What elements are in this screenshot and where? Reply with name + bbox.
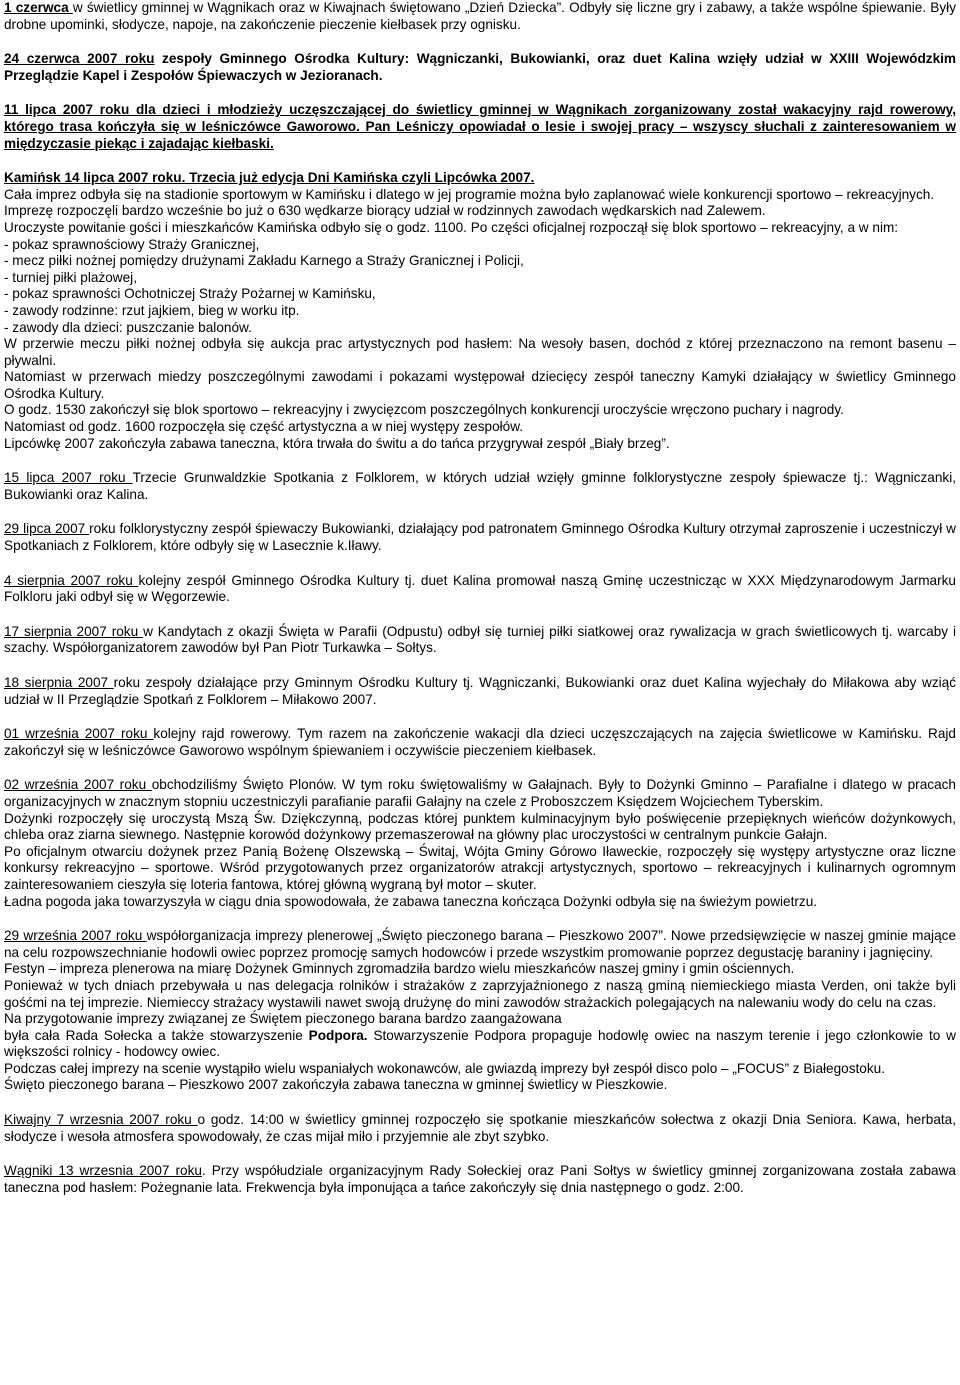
- list-item: - pokaz sprawnościowy Straży Granicznej,: [4, 236, 260, 252]
- body-text: roku zespoły działające przy Gminnym Ośrodku Kultury tj. Wągniczanki, Bukowianki oraz duet Kalina wyjechały do Miłakowa aby wziąć udział w II Przeglądzie Spotkań z Folklorem – Miłakowo 2007.: [4, 675, 956, 707]
- list-item: - mecz piłki nożnej pomiędzy drużynami Zakładu Karnego a Straży Granicznej i Policji,: [4, 253, 524, 269]
- list-item: - zawody dla dzieci: puszczanie balonów.: [4, 319, 252, 335]
- date-heading: Kiwajny 7 wrzesnia 2007 roku: [4, 1112, 198, 1128]
- paragraph-grunwald: [4, 470, 956, 503]
- paragraph: Podczas całej imprezy na scenie wystąpiło wielu wspaniałych wokonawców, ale gwiazdą imprezy był zespół disco polo – „FOCUS” z Białegostoku.: [4, 1060, 885, 1076]
- list-item: - zawody rodzinne: rzut jajkiem, bieg w worku itp.: [4, 302, 300, 318]
- date-heading: 29 lipca 2007: [4, 521, 90, 537]
- paragraph: Festyn – impreza plenerowa na miarę Dożynek Gminnych zgromadziła bardzo wielu mieszkańców naszej gminy i gmin ościennych.: [4, 961, 795, 977]
- paragraph: Święto pieczonego barana – Pieszkowo 2007 zakończyła zabawa taneczna w gminnej świetlicy w Pieszkowie.: [4, 1077, 668, 1093]
- date-heading: 01 września 2007 roku: [4, 726, 154, 742]
- paragraph-bike-rally: [4, 102, 956, 152]
- paragraph: Natomiast w przerwach miedzy poszczególnymi zawodami i pokazami występował dziecięcy zespół taneczny Kamyki działający w świetlicy Gminnego Ośrodka Kultury.: [4, 369, 956, 401]
- date-heading: Kamińsk 14 lipca 2007 roku.: [4, 170, 186, 186]
- paragraph: Natomiast od godz. 1600 rozpoczęła się część artystyczna a w niej występy zespołów.: [4, 419, 524, 435]
- body-text: kolejny zespół Gminnego Ośrodka Kultury tj. duet Kalina promował naszą Gminę uczestnicząc w XXX Międzynarodowym Jarmarku Folkloru jaki odbył się w Węgorzewie.: [4, 572, 956, 605]
- date-heading: 11 lipca 2007 roku dla dzieci i młodzieży uczęszczającej do świetlicy gminnej w Wągnikach zorganizowany został wakacyjny rajd rowerowy, którego trasa kończyła się w leśniczówce Gaworowo.: [4, 102, 956, 134]
- paragraph-milakowo: [4, 675, 956, 708]
- paragraph-wegorzewo: [4, 573, 956, 606]
- body-text: kolejny rajd rowerowy. Tym razem na zakończenie wakacji dla dzieci uczęszczających na zajęcia świetlicowe w Kamińsku. Rajd zakończył się w leśniczówce Gaworowo wspólnym śpiewaniem i oczywiście pieczeniem kiełbasek.: [4, 726, 956, 758]
- body-text: Stowarzyszenie Podpora propaguje hodowlę owiec na naszym terenie i jego członkowie to w większości rolnicy - hodowcy owiec.: [4, 1027, 956, 1060]
- list-item: - pokaz sprawności Ochotniczej Straży Pożarnej w Kamińsku,: [4, 286, 376, 302]
- body-text: o godz. 14:00 w świetlicy gminnej rozpoczęło się spotkanie mieszkańców sołectwa z okazji Dnia Seniora. Kawa, herbata, słodycze i wesoła atmosfera spowodowały, że czas mijał miło i przyjemnie ale zbyt szybko.: [4, 1112, 957, 1144]
- date-heading: 4 sierpnia 2007 roku: [4, 572, 139, 588]
- paragraph: Ponieważ w tych dniach przebywała u nas delegacja rolników i strażaków z zaprzyjaźnionego z naszą gminą niemieckiego miasta Verden, oni także byli gośćmi na tej imprezie. Niemieccy strażacy wystawili nawet swoją drużynę do mini zawodów strażackich polegających na nalewaniu wody do celu na czas.: [4, 977, 956, 1010]
- date-heading: 17 sierpnia 2007 roku: [4, 623, 144, 639]
- body-text: Pan Leśniczy opowiadał o lesie i swojej pracy – wszyscy słuchali z zainteresowaniem w międzyczasie piekąc i zajadając kiełbaski.: [4, 118, 956, 151]
- date-heading: 29 września 2007 roku: [4, 928, 147, 944]
- paragraph: O godz. 1530 zakończył się blok sportowo – rekreacyjny i zwycięzcom poszczególnych konkurencji uroczyście wręczono puchary i nagrody.: [4, 402, 844, 418]
- body-text: w Kandytach z okazji Święta w Parafii (Odpustu) odbył się turniej piłki siatkowej oraz rywalizacja w grach świetlicowych tj. warcaby i szachy. Współorganizatorem zawodów był Pan Piotr Turkawka – Sołtys.: [4, 623, 956, 656]
- paragraph-bike-rally-2: [4, 726, 956, 759]
- paragraph-lamb-festival: [4, 928, 956, 961]
- date-heading: 1 czerwca: [4, 0, 73, 15]
- paragraph-kandyty: [4, 624, 956, 657]
- paragraph: Na przygotowanie imprezy związanej ze Świętem pieczonego barana bardzo zaangażowana: [4, 1011, 562, 1027]
- event-list: [4, 237, 956, 337]
- paragraph: Ładna pogoda jaka towarzyszyła w ciągu dnia spowodowała, że zabawa taneczna kończąca Dożynki odbyła się na świeżym powietrzu.: [4, 893, 818, 909]
- paragraph-children-day: [4, 0, 956, 33]
- paragraph: Lipcówkę 2007 zakończyła zabawa taneczna, która trwała do świtu a do tańca przygrywał zespół „Biały brzeg”.: [4, 435, 670, 451]
- paragraph: Po oficjalnym otwarciu dożynek przez Panią Bożenę Olszewską – Świtaj, Wójta Gminy Górowo Iławeckie, rozpoczęły się występy artystyczne oraz liczne konkursy rekreacyjno – sportowe. Wśród przygotowanych przez organizatorów atrakcji artystycznych, sportowo – rekreacyjnych i kulinarnych ogromnym zainteresowaniem cieszyła się loteria fantowa, której główną wygraną był motor – skuter.: [4, 843, 956, 892]
- date-heading: 24 czerwca 2007 roku: [4, 51, 155, 67]
- date-heading: Wągniki 13 wrzesnia 2007 roku: [4, 1163, 202, 1179]
- body-text: . Przy współudziale organizacyjnym Rady Sołeckiej oraz Pani Sołtys w świetlicy gminnej zorganizowana została zabawa taneczna pod hasłem: Pożegnanie lata. Frekwencja była imponująca a tańce zakończyły się dnia następnego o godz. 2:00.: [4, 1163, 956, 1195]
- body-text: zespoły Gminnego Ośrodka Kultury: Wągniczanki, Bukowianki, oraz duet Kalina wzięły udział w XXIII Wojewódzkim Przeglądzie Kapel i Zespołów Śpiewaczych w Jezioranach.: [4, 51, 956, 83]
- date-heading: 15 lipca 2007 roku: [4, 470, 133, 486]
- paragraph: Dożynki rozpoczęły się uroczystą Mszą Św. Dziękczynną, podczas której punktem kulminacyjnym było poświęcenie przepięknych wieńców dożynkowych, chleba oraz ziarna siewnego. Następnie korowód dożynkowy przemaszerował na główny plac uroczystości w centralnym punkcie Gałajn.: [4, 810, 956, 843]
- paragraph: Imprezę rozpoczęli bardzo wcześnie bo już o 630 wędkarze biorący udział w rodzinnych zawodach wędkarskich nad Zalewem.: [4, 203, 766, 219]
- date-heading: 18 sierpnia 2007: [4, 675, 114, 690]
- body-text: współorganizacja imprezy plenerowej „Święto pieczonego barana – Pieszkowo 2007”. Nowe przedsięwzięcie w naszej gminie mające na celu rozpowszechnianie hodowli owiec poprzez promocję samych hodowców i przede wszystkim promowanie poprzez degustację baraniny i jagnięciny.: [4, 928, 956, 960]
- paragraph-podpora: [4, 1028, 956, 1061]
- paragraph-senior-day: [4, 1112, 956, 1145]
- heading-text: Trzecia już edycja Dni Kamińska czyli Lipcówka 2007.: [185, 170, 535, 186]
- paragraph: W przerwie meczu piłki nożnej odbyła się aukcja prac artystycznych pod hasłem: Na wesoły basen, dochód z której przeznaczono na remont basenu – pływalni.: [4, 336, 956, 368]
- association-name: Podpora.: [308, 1027, 368, 1043]
- list-item: - turniej piłki plażowej,: [4, 269, 137, 285]
- body-text: w świetlicy gminnej w Wągnikach oraz w Kiwajnach świętowano „Dzień Dziecka”. Odbyły się liczne gry i zabawy, a także wspólne śpiewanie. Były drobne upominki, słodycze, napoje, na zakończenie pieczenie kiełbasek przy ognisku.: [4, 0, 956, 32]
- paragraph-laseczno: [4, 521, 956, 554]
- paragraph-harvest-festival: [4, 777, 956, 810]
- heading-kaminsk: [4, 170, 956, 187]
- body-text: roku folklorystyczny zespół śpiewaczy Bukowianki, działający pod patronatem Gminnego Ośrodka Kultury otrzymał zaproszenie i uczestniczył w Spotkaniach z Folklorem, które odbyły się w Lasecznie k.Iławy.: [4, 521, 956, 554]
- paragraph-summer-farewell: [4, 1163, 956, 1196]
- body-text: Trzecie Grunwaldzkie Spotkania z Folklorem, w których udział wzięły gminne folklorystyczne zespoły śpiewacze tj.: Wągniczanki, Bukowianki oraz Kalina.: [4, 470, 957, 502]
- paragraph-jeziorany-festival: [4, 51, 956, 84]
- paragraph: Cała imprez odbyła się na stadionie sportowym w Kamińsku i dlatego w jej programie można było zaplanować wiele konkurencji sportowo – rekreacyjnych.: [4, 186, 935, 202]
- paragraph: Uroczyste powitanie gości i mieszkańców Kamińska odbyło się o godz. 1100. Po części oficjalnej rozpoczął się blok sportowo – rekreacyjny, a w nim:: [4, 219, 899, 235]
- body-text: była cała Rada Sołecka a także stowarzyszenie: [4, 1027, 309, 1043]
- date-heading: 02 września 2007 roku: [4, 777, 152, 793]
- body-text: obchodziliśmy Święto Plonów. W tym roku świętowaliśmy w Gałajnach. Były to Dożynki Gminno – Parafialne i dlatego w pracach organizacyjnych w znacznym stopniu uczestniczyli parafianie parafii Gałajny na czele z Proboszczem Księdzem Wojciechem Tyberskim.: [4, 777, 956, 809]
